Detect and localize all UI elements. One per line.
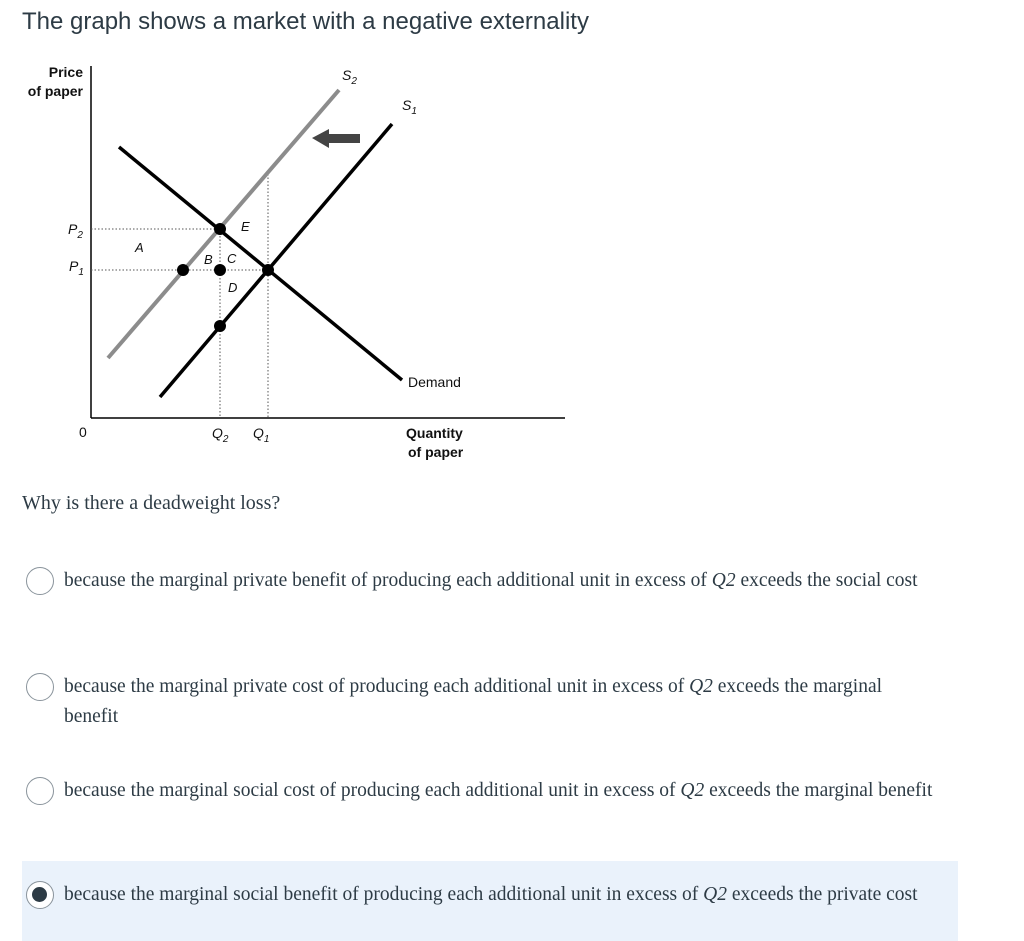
radio-selected-dot xyxy=(32,887,47,902)
y-axis-label: Price xyxy=(48,64,83,80)
answer-option-2[interactable] xyxy=(22,672,958,732)
area-c-label: C xyxy=(227,251,237,266)
s2-label: $S_2$ xyxy=(342,67,357,87)
point-s2-p1 xyxy=(177,264,189,276)
option-label: because the marginal social cost of producing each additional unit in excess of Q2 exceeds the marginal benefit xyxy=(64,780,933,801)
radio-button[interactable] xyxy=(26,567,54,595)
answer-option-4[interactable] xyxy=(22,861,958,941)
x-axis-label: Quantity xyxy=(406,425,463,441)
answer-option-3[interactable] xyxy=(22,776,958,806)
demand-label: Demand xyxy=(408,374,461,390)
s2-supply-line xyxy=(108,90,339,358)
point-s1-demand xyxy=(262,264,274,276)
origin-label: 0 xyxy=(79,424,87,440)
q1-label: $Q_1$ xyxy=(253,425,270,445)
radio-button[interactable] xyxy=(26,881,54,909)
area-d-label: D xyxy=(228,280,238,295)
point-q2-p1 xyxy=(214,264,226,276)
area-b-label: B xyxy=(204,252,213,267)
question-text: Why is there a deadweight loss? xyxy=(22,492,281,514)
option-label: because the marginal private cost of producing each additional unit in excess of Q2 exceeds the marginal benefit xyxy=(64,676,883,727)
area-a-label: A xyxy=(135,240,144,255)
s1-label: $S_1$ xyxy=(402,97,417,117)
radio-button[interactable] xyxy=(26,673,54,701)
point-s2-demand xyxy=(214,223,226,235)
q2-label: $Q_2$ xyxy=(212,425,229,445)
answer-option-1[interactable] xyxy=(22,566,958,596)
supply-shift-arrow xyxy=(312,129,360,148)
x-axis-label: of paper xyxy=(408,444,464,460)
radio-button[interactable] xyxy=(26,777,54,805)
point-s1-q2 xyxy=(214,320,226,332)
p2-label: $P_2$ xyxy=(68,221,83,241)
page-title: The graph shows a market with a negative externality xyxy=(22,8,589,35)
externality-graph xyxy=(0,0,600,470)
p1-label: $P_1$ xyxy=(69,258,84,278)
y-axis-label: of paper xyxy=(27,83,83,99)
option-label: because the marginal social benefit of producing each additional unit in excess of Q2 exceeds the private cost xyxy=(64,884,918,905)
area-e-label: E xyxy=(241,219,250,234)
option-label: because the marginal private benefit of producing each additional unit in excess of Q2 exceeds the social cost xyxy=(64,570,918,591)
